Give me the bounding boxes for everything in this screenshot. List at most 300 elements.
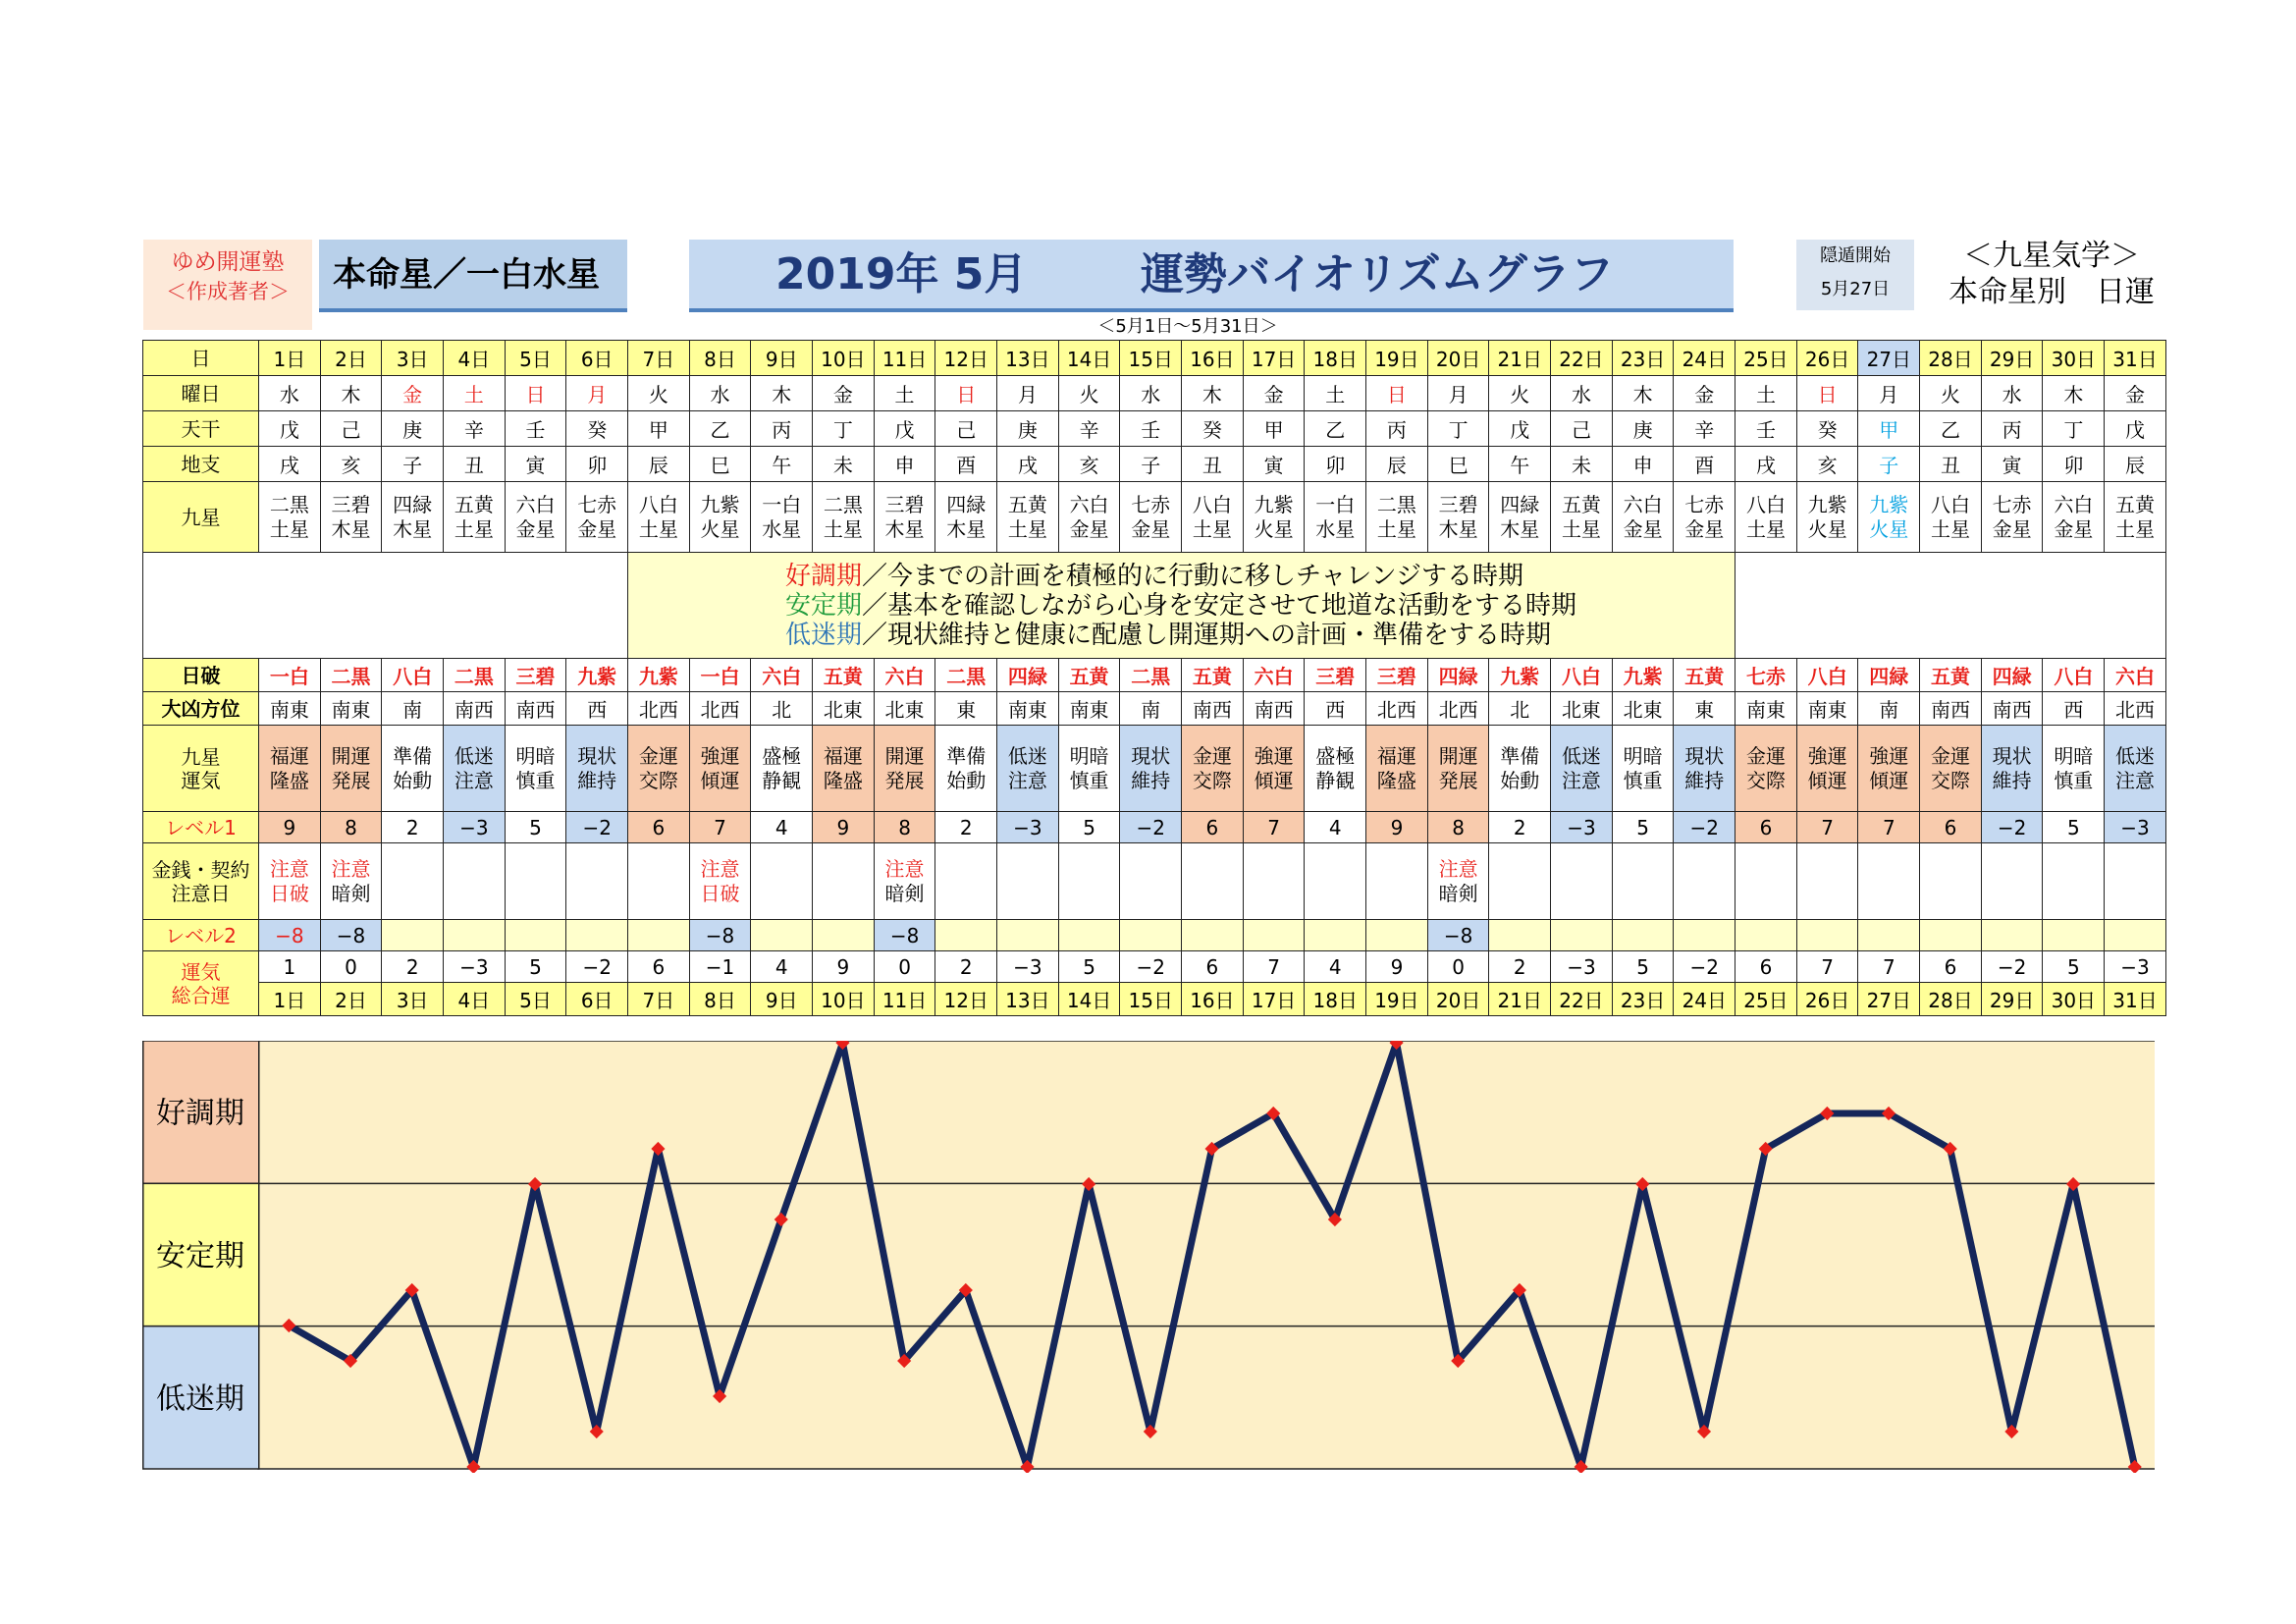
- nippa-cell: 五黄: [1674, 659, 1735, 692]
- cell-top: 金運: [1745, 743, 1786, 768]
- level1-cell: 9: [1366, 812, 1428, 843]
- kyusei-cell: [1735, 482, 1797, 553]
- chishi-cell: 辰: [628, 447, 690, 482]
- level1-cell: 8: [1427, 812, 1489, 843]
- cell-bottom: 土星: [1745, 516, 1786, 541]
- nippa-cell: 四緑: [1858, 659, 1920, 692]
- nippa-cell: 三碧: [505, 659, 566, 692]
- cell-bottom: 維持: [1684, 768, 1725, 792]
- cell-top: 福運: [823, 743, 863, 768]
- cell-top: 九紫: [1869, 492, 1909, 516]
- weekday-cell: 水: [259, 376, 321, 411]
- kyusei-cell: [2105, 482, 2166, 553]
- day-cell: 10日: [813, 341, 875, 376]
- daikyo-cell: 北: [1489, 692, 1551, 726]
- row-label-chishi: 地支: [143, 447, 259, 482]
- chishi-cell: 丑: [1920, 447, 1982, 482]
- cell-bottom: 暗剣: [1438, 881, 1478, 905]
- unki-cell: [935, 726, 997, 812]
- level1-cell: 6: [1920, 812, 1982, 843]
- cell-top: 注意: [269, 856, 309, 881]
- day-cell: 11日: [874, 983, 935, 1016]
- day-cell: 21日: [1489, 983, 1551, 1016]
- tenkan-cell: 辛: [444, 411, 506, 447]
- legend-text: ／現状維持と健康に配慮し開運期への計画・準備をする時期: [862, 620, 1552, 650]
- daikyo-cell: 西: [1305, 692, 1366, 726]
- weekday-cell: 金: [2105, 376, 2166, 411]
- total-cell: −2: [1120, 951, 1182, 983]
- chishi-cell: 巳: [1427, 447, 1489, 482]
- level1-cell: 9: [259, 812, 321, 843]
- cell-bottom: 注意: [1561, 768, 1601, 792]
- daikyo-cell: 北: [751, 692, 813, 726]
- level2-cell: −8: [259, 920, 321, 951]
- chishi-cell: 酉: [1674, 447, 1735, 482]
- day-cell: 15日: [1120, 341, 1182, 376]
- unki-cell: [813, 726, 875, 812]
- cell-bottom: 暗剣: [331, 881, 371, 905]
- unki-cell: [1551, 726, 1613, 812]
- total-cell: 2: [1489, 951, 1551, 983]
- cell-bottom: 土星: [269, 516, 309, 541]
- total-cell: 2: [382, 951, 444, 983]
- daikyo-cell: 南西: [1243, 692, 1305, 726]
- unki-cell: [1366, 726, 1428, 812]
- nippa-cell: 六白: [751, 659, 813, 692]
- row-label-total: 運気 総合運: [143, 951, 259, 1016]
- total-cell: 7: [1858, 951, 1920, 983]
- legend-box: [628, 553, 1735, 659]
- kyusei-cell: [1920, 482, 1982, 553]
- daikyo-cell: 南: [1120, 692, 1182, 726]
- row-label-unki: 九星 運気: [143, 726, 259, 812]
- money-cell: [1674, 843, 1735, 920]
- cell-bottom: 土星: [1192, 516, 1232, 541]
- total-cell: 5: [505, 951, 566, 983]
- cell-top: 四緑: [1500, 492, 1540, 516]
- weekday-cell: 土: [444, 376, 506, 411]
- cell-top: 一白: [1315, 492, 1356, 516]
- day-cell: 19日: [1366, 341, 1428, 376]
- day-cell: 5日: [505, 341, 566, 376]
- total-cell: 5: [1612, 951, 1674, 983]
- cell-top: 福運: [269, 743, 309, 768]
- day-cell: 30日: [2043, 341, 2105, 376]
- cell-top: 開運: [1438, 743, 1478, 768]
- daikyo-cell: 南東: [259, 692, 321, 726]
- cell-top: 五黄: [1007, 492, 1047, 516]
- total-cell: −3: [1551, 951, 1613, 983]
- day-cell: 22日: [1551, 983, 1613, 1016]
- money-cell: [1366, 843, 1428, 920]
- cell-top: 金運: [1930, 743, 1970, 768]
- kyusei-cell: [382, 482, 444, 553]
- row-label-weekday: 曜日: [143, 376, 259, 411]
- row-label-kyusei: 九星: [143, 482, 259, 553]
- daikyo-cell: 北東: [813, 692, 875, 726]
- chishi-cell: 辰: [1366, 447, 1428, 482]
- cell-top: 六白: [515, 492, 556, 516]
- cell-top: 八白: [1745, 492, 1786, 516]
- level1-cell: 2: [1489, 812, 1551, 843]
- money-cell: [997, 843, 1059, 920]
- unki-cell: [997, 726, 1059, 812]
- day-cell: 20日: [1427, 983, 1489, 1016]
- cell-top: 五黄: [454, 492, 494, 516]
- total-cell: −3: [444, 951, 506, 983]
- weekday-cell: 日: [935, 376, 997, 411]
- total-cell: 1: [259, 951, 321, 983]
- weekday-cell: 土: [1735, 376, 1797, 411]
- weekday-cell: 水: [1981, 376, 2043, 411]
- day-cell: 3日: [382, 983, 444, 1016]
- level2-cell: [1735, 920, 1797, 951]
- cell-bottom: 維持: [1131, 768, 1171, 792]
- level2-cell: [813, 920, 875, 951]
- cell-top: 四緑: [946, 492, 987, 516]
- money-cell: [813, 843, 875, 920]
- cell-top: 明暗: [515, 743, 556, 768]
- cell-bottom: 隆盛: [269, 768, 309, 792]
- cell-bottom: 土星: [454, 516, 494, 541]
- daikyo-cell: 南東: [320, 692, 382, 726]
- cell-top: 現状: [1992, 743, 2032, 768]
- weekday-cell: 水: [1551, 376, 1613, 411]
- money-cell: [751, 843, 813, 920]
- level1-cell: 7: [1858, 812, 1920, 843]
- total-cell: 7: [1243, 951, 1305, 983]
- cell-bottom: 金星: [577, 516, 617, 541]
- tenkan-cell: 丁: [813, 411, 875, 447]
- day-cell: 28日: [1920, 341, 1982, 376]
- cell-top: 三碧: [331, 492, 371, 516]
- row-unki: [143, 726, 2166, 812]
- row-nippa: [143, 659, 2166, 692]
- day-cell: 28日: [1920, 983, 1982, 1016]
- cell-top: 福運: [1376, 743, 1416, 768]
- day-cell: 31日: [2105, 983, 2166, 1016]
- day-cell: 25日: [1735, 983, 1797, 1016]
- chishi-cell: 辰: [2105, 447, 2166, 482]
- nippa-cell: 六白: [1243, 659, 1305, 692]
- weekday-cell: 火: [1058, 376, 1120, 411]
- day-cell: 17日: [1243, 983, 1305, 1016]
- cell-top: 現状: [577, 743, 617, 768]
- legend-right: [1735, 553, 2166, 659]
- cell-top: 盛極: [1315, 743, 1356, 768]
- day-cell: 2日: [320, 983, 382, 1016]
- chishi-cell: 卯: [1305, 447, 1366, 482]
- total-cell: −2: [1674, 951, 1735, 983]
- level1-cell: −3: [444, 812, 506, 843]
- unki-cell: [566, 726, 628, 812]
- title-bar: [689, 240, 1734, 312]
- weekday-cell: 金: [1674, 376, 1735, 411]
- chishi-cell: 午: [751, 447, 813, 482]
- cell-top: 開運: [884, 743, 925, 768]
- level2-cell: −8: [689, 920, 751, 951]
- kyusei-cell: [1981, 482, 2043, 553]
- level1-cell: −3: [997, 812, 1059, 843]
- chishi-cell: 寅: [505, 447, 566, 482]
- cell-top: 二黒: [269, 492, 309, 516]
- weekday-cell: 土: [1305, 376, 1366, 411]
- cell-bottom: 傾運: [700, 768, 740, 792]
- cell-bottom: 慎重: [2054, 768, 2094, 792]
- level1-cell: −2: [1120, 812, 1182, 843]
- cell-top: 明暗: [1069, 743, 1109, 768]
- money-cell: [320, 843, 382, 920]
- level2-cell: [382, 920, 444, 951]
- cell-top: 低迷: [454, 743, 494, 768]
- level2-cell: [1366, 920, 1428, 951]
- cell-bottom: 注意: [2114, 768, 2155, 792]
- row-day: [143, 341, 2166, 376]
- tenkan-cell: 丙: [1981, 411, 2043, 447]
- cell-top: 開運: [331, 743, 371, 768]
- brand-author: ＜作成著者＞: [166, 280, 290, 303]
- cell-bottom: 木星: [1500, 516, 1540, 541]
- cell-bottom: 隆盛: [1376, 768, 1416, 792]
- day-cell: 10日: [813, 983, 875, 1016]
- day-cell: 8日: [689, 983, 751, 1016]
- unki-cell: [1058, 726, 1120, 812]
- zone-label: 低迷期: [156, 1381, 244, 1417]
- nippa-cell: 九紫: [628, 659, 690, 692]
- cell-bottom: 金星: [2054, 516, 2094, 541]
- chishi-cell: 亥: [320, 447, 382, 482]
- level2-cell: [505, 920, 566, 951]
- weekday-cell: 水: [1120, 376, 1182, 411]
- total-cell: 0: [874, 951, 935, 983]
- cell-top: 五黄: [2114, 492, 2155, 516]
- tenkan-cell: 丙: [1366, 411, 1428, 447]
- total-cell: 6: [628, 951, 690, 983]
- kyusei-line2: 本命星別 日運: [1949, 275, 2155, 309]
- tenkan-cell: 癸: [1796, 411, 1858, 447]
- level1-cell: 6: [1182, 812, 1244, 843]
- total-cell: 7: [1796, 951, 1858, 983]
- cell-top: 注意: [1438, 856, 1478, 881]
- level2-cell: [997, 920, 1059, 951]
- kyusei-cell: [1489, 482, 1551, 553]
- legend-label: 低迷期: [785, 620, 863, 650]
- tenkan-cell: 戊: [874, 411, 935, 447]
- unki-cell: [874, 726, 935, 812]
- cell-top: 一白: [762, 492, 802, 516]
- level1-cell: 7: [1796, 812, 1858, 843]
- tenkan-cell: 己: [320, 411, 382, 447]
- chishi-cell: 戌: [259, 447, 321, 482]
- fortune-table: [142, 340, 2166, 1016]
- daikyo-cell: 南: [1858, 692, 1920, 726]
- cell-top: 六白: [1623, 492, 1663, 516]
- tenkan-cell: 辛: [1674, 411, 1735, 447]
- daikyo-cell: 北東: [1612, 692, 1674, 726]
- daikyo-cell: 南東: [1735, 692, 1797, 726]
- day-cell: 31日: [2105, 341, 2166, 376]
- tenkan-cell: 癸: [1182, 411, 1244, 447]
- money-cell: [1120, 843, 1182, 920]
- cell-bottom: 土星: [1007, 516, 1047, 541]
- daikyo-cell: 北西: [2105, 692, 2166, 726]
- legend-line: [785, 591, 1735, 621]
- daikyo-cell: 東: [1674, 692, 1735, 726]
- level1-cell: 7: [1243, 812, 1305, 843]
- cell-bottom: 金星: [1069, 516, 1109, 541]
- total-cell: 6: [1182, 951, 1244, 983]
- kyusei-cell: [1366, 482, 1428, 553]
- row-label-tenkan: 天干: [143, 411, 259, 447]
- row-weekday: [143, 376, 2166, 411]
- legend-label: 好調期: [785, 561, 863, 591]
- tenkan-cell: 乙: [1305, 411, 1366, 447]
- level1-cell: 2: [935, 812, 997, 843]
- daikyo-cell: 南西: [1981, 692, 2043, 726]
- day-cell: 26日: [1796, 983, 1858, 1016]
- nippa-cell: 五黄: [813, 659, 875, 692]
- cell-bottom: 交際: [1930, 768, 1970, 792]
- cell-bottom: 発展: [884, 768, 925, 792]
- level2-cell: [751, 920, 813, 951]
- cell-top: 注意: [700, 856, 740, 881]
- tenkan-cell: 戊: [259, 411, 321, 447]
- cell-top: 準備: [1500, 743, 1540, 768]
- tenkan-cell: 甲: [1858, 411, 1920, 447]
- daikyo-cell: 南東: [997, 692, 1059, 726]
- money-cell: [1551, 843, 1613, 920]
- money-cell: [1796, 843, 1858, 920]
- cell-top: 低迷: [1561, 743, 1601, 768]
- daikyo-cell: 南西: [1920, 692, 1982, 726]
- cell-bottom: 土星: [1376, 516, 1416, 541]
- weekday-cell: 火: [628, 376, 690, 411]
- cell-top: 現状: [1684, 743, 1725, 768]
- level2-cell: −8: [874, 920, 935, 951]
- weekday-cell: 月: [1858, 376, 1920, 411]
- cell-bottom: 火星: [1807, 516, 1847, 541]
- level1-cell: −3: [1551, 812, 1613, 843]
- weekday-cell: 月: [1427, 376, 1489, 411]
- cell-bottom: 発展: [1438, 768, 1478, 792]
- cell-bottom: 金星: [515, 516, 556, 541]
- chishi-cell: 午: [1489, 447, 1551, 482]
- cell-bottom: 水星: [1315, 516, 1356, 541]
- tenkan-cell: 丙: [751, 411, 813, 447]
- row-label-daikyo: 大凶方位: [143, 692, 259, 726]
- total-cell: 9: [1366, 951, 1428, 983]
- level1-cell: 5: [505, 812, 566, 843]
- cell-bottom: 維持: [1992, 768, 2032, 792]
- cell-top: 強運: [1869, 743, 1909, 768]
- kyusei-cell: [566, 482, 628, 553]
- zone-label: 好調期: [156, 1096, 244, 1131]
- chishi-cell: 巳: [689, 447, 751, 482]
- kyusei-cell: [874, 482, 935, 553]
- nippa-cell: 五黄: [1058, 659, 1120, 692]
- cell-top: 強運: [700, 743, 740, 768]
- kyusei-cell: [320, 482, 382, 553]
- day-cell: 8日: [689, 341, 751, 376]
- cell-top: 低迷: [2114, 743, 2155, 768]
- cell-top: 低迷: [1007, 743, 1047, 768]
- level2-cell: [1612, 920, 1674, 951]
- total-cell: 6: [1920, 951, 1982, 983]
- day-cell: 13日: [997, 983, 1059, 1016]
- unki-cell: [382, 726, 444, 812]
- cell-bottom: 傾運: [1807, 768, 1847, 792]
- level2-cell: [1551, 920, 1613, 951]
- cell-top: 金運: [638, 743, 678, 768]
- nippa-cell: 二黒: [1120, 659, 1182, 692]
- day-cell: 29日: [1981, 983, 2043, 1016]
- day-cell: 21日: [1489, 341, 1551, 376]
- unki-cell: [1243, 726, 1305, 812]
- kyusei-cell: [2043, 482, 2105, 553]
- total-cell: 6: [1735, 951, 1797, 983]
- tenkan-cell: 甲: [628, 411, 690, 447]
- day-cell: 1日: [259, 341, 321, 376]
- level2-cell: [1305, 920, 1366, 951]
- daikyo-cell: 北西: [689, 692, 751, 726]
- cell-bottom: 金星: [1684, 516, 1725, 541]
- unki-cell: [1674, 726, 1735, 812]
- day-cell: 20日: [1427, 341, 1489, 376]
- total-cell: −2: [1981, 951, 2043, 983]
- row-chishi: [143, 447, 2166, 482]
- chishi-cell: 卯: [566, 447, 628, 482]
- total-cell: 2: [935, 951, 997, 983]
- money-cell: [382, 843, 444, 920]
- day-cell: 23日: [1612, 983, 1674, 1016]
- cell-bottom: 始動: [946, 768, 987, 792]
- nippa-cell: 八白: [1551, 659, 1613, 692]
- cell-bottom: 発展: [331, 768, 371, 792]
- cell-top: 八白: [1930, 492, 1970, 516]
- money-cell: [2105, 843, 2166, 920]
- chishi-cell: 酉: [935, 447, 997, 482]
- unki-cell: [1182, 726, 1244, 812]
- cell-bottom: 金星: [1623, 516, 1663, 541]
- brand-box: [143, 240, 312, 330]
- level1-cell: 6: [628, 812, 690, 843]
- daikyo-cell: 東: [935, 692, 997, 726]
- weekday-cell: 金: [382, 376, 444, 411]
- cell-bottom: 始動: [393, 768, 433, 792]
- brand-name: ゆめ開運塾: [171, 249, 285, 275]
- weekday-cell: 月: [997, 376, 1059, 411]
- chishi-cell: 子: [382, 447, 444, 482]
- kyusei-cell: [1058, 482, 1120, 553]
- money-cell: [2043, 843, 2105, 920]
- row-money: [143, 843, 2166, 920]
- nippa-cell: 四緑: [1981, 659, 2043, 692]
- tenkan-cell: 乙: [689, 411, 751, 447]
- row-tenkan: [143, 411, 2166, 447]
- weekday-cell: 金: [813, 376, 875, 411]
- money-cell: [628, 843, 690, 920]
- cell-bottom: 静観: [762, 768, 802, 792]
- chishi-cell: 子: [1858, 447, 1920, 482]
- nippa-cell: 五黄: [1182, 659, 1244, 692]
- daikyo-cell: 北西: [628, 692, 690, 726]
- nippa-cell: 五黄: [1920, 659, 1982, 692]
- cell-top: 五黄: [1561, 492, 1601, 516]
- level2-cell: [444, 920, 506, 951]
- day-cell: 19日: [1366, 983, 1428, 1016]
- level2-cell: [2043, 920, 2105, 951]
- legend-label: 安定期: [785, 590, 863, 621]
